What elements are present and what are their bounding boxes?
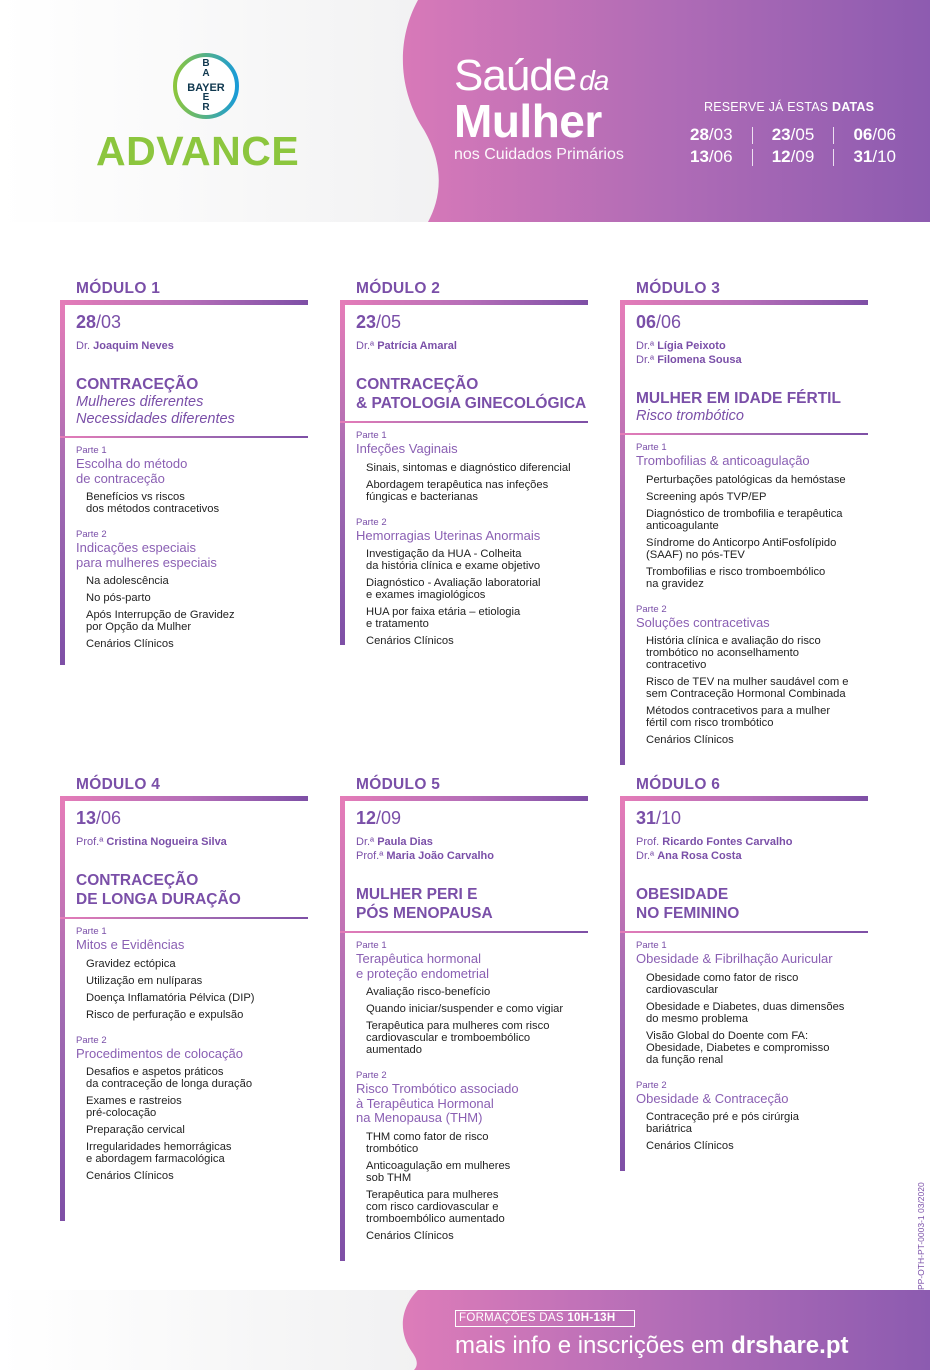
part-label: Parte 1 xyxy=(636,442,667,453)
list-item: Utilização em nulíparas xyxy=(86,974,203,987)
speaker-name: Ricardo Fontes Carvalho xyxy=(662,836,793,848)
module-6 xyxy=(620,776,868,1171)
speaker-title: Dr.ª xyxy=(356,836,375,848)
part-label: Parte 1 xyxy=(356,940,387,951)
list-item: Quando iniciar/suspender e como vigiar xyxy=(366,1003,564,1015)
part-items xyxy=(76,958,308,1021)
module-topic xyxy=(636,885,868,923)
header-date: 31/10 xyxy=(853,147,896,166)
list-item: Cenários Clínicos xyxy=(86,1170,174,1182)
list-item: Visão Global do Doente com FA: Obesidade, Diabetes e compromisso da função renal xyxy=(646,1029,830,1066)
speaker-name: Patrícia Amaral xyxy=(377,340,457,352)
part-items xyxy=(76,575,308,650)
part-title: Escolha do método de contraceção xyxy=(76,456,188,486)
module-date-month: /06 xyxy=(656,312,682,332)
module-content xyxy=(76,801,308,1187)
module-part xyxy=(356,940,588,1056)
part-items xyxy=(356,462,588,503)
header-date: 12/09 xyxy=(771,147,815,166)
part-title: Terapêutica hormonal e proteção endometrial xyxy=(356,951,489,981)
part-title: Procedimentos de colocação xyxy=(76,1045,243,1061)
list-item: Trombofilias e risco tromboembólico na gravidez xyxy=(646,565,826,590)
list-item: Irregularidades hemorrágicas e abordagem farmacológica xyxy=(86,1141,232,1165)
module-topic xyxy=(76,375,308,428)
part-title: Trombofilias & anticoagulação xyxy=(636,453,810,468)
module-side-bar xyxy=(340,801,345,1261)
topic-title-line: NO FEMININO xyxy=(636,905,740,922)
part-items xyxy=(356,1131,588,1242)
speaker-title: Dr.ª xyxy=(636,340,655,352)
list-item: Doença Inflamatória Pélvica (DIP) xyxy=(86,991,255,1004)
module-content xyxy=(76,305,308,655)
part-label: Parte 2 xyxy=(636,603,667,615)
header-date: 13/06 xyxy=(690,147,733,166)
speaker xyxy=(356,849,588,863)
module-date-month: /09 xyxy=(376,808,402,828)
module-2 xyxy=(340,280,588,645)
list-item: No pós-parto xyxy=(86,592,151,604)
speaker-title: Dr.ª xyxy=(636,850,655,862)
part-title: Obesidade & Contraceção xyxy=(636,1090,789,1106)
list-item: Cenários Clínicos xyxy=(366,635,454,647)
list-item: Risco de TEV na mulher saudável com e sem Contraceção Hormonal Combinada xyxy=(646,676,849,700)
module-side-bar xyxy=(620,801,625,1171)
svg-text:B: B xyxy=(202,58,210,69)
speaker-name: Cristina Nogueira Silva xyxy=(106,836,227,848)
list-item: Preparação cervical xyxy=(86,1124,185,1136)
topic-subtitle-line: Mulheres diferentes xyxy=(76,394,204,410)
part-label: Parte 2 xyxy=(356,516,387,528)
speakers xyxy=(76,339,308,353)
speaker-title: Dr. xyxy=(76,340,91,352)
dates-grid xyxy=(690,124,896,168)
module-part xyxy=(636,604,868,747)
module-title: MÓDULO 1 xyxy=(76,280,161,297)
module-content xyxy=(356,801,588,1247)
speaker-title: Prof. xyxy=(636,836,660,848)
module-date-day: 23 xyxy=(356,312,377,332)
module-date xyxy=(636,311,868,333)
topic-title-line: & PATOLOGIA GINECOLÓGICA xyxy=(356,395,587,412)
topic-subtitle-line: Risco trombótico xyxy=(636,408,744,424)
module-4 xyxy=(60,776,308,1221)
speaker xyxy=(76,835,308,849)
module-date-month: /05 xyxy=(376,312,402,332)
speaker-name: Filomena Sousa xyxy=(657,354,742,366)
list-item: Na adolescência xyxy=(86,575,169,587)
module-date-day: 28 xyxy=(76,312,97,332)
module-part xyxy=(76,1035,308,1183)
module-title: MÓDULO 6 xyxy=(636,776,721,793)
part-items xyxy=(76,491,308,515)
speaker-title: Dr.ª xyxy=(356,340,375,352)
speaker xyxy=(636,835,868,849)
list-item: Risco de perfuração e expulsão xyxy=(86,1008,244,1021)
list-item: Métodos contracetivos para a mulher fértil com risco trombótico xyxy=(646,705,831,729)
speaker xyxy=(636,353,868,367)
module-date-month: /10 xyxy=(656,808,682,828)
topic-divider xyxy=(60,917,308,919)
bayer-logo xyxy=(172,52,240,120)
part-title: Indicações especiais para mulheres especiais xyxy=(76,540,217,570)
part-items xyxy=(636,635,868,746)
part-items xyxy=(636,1111,868,1152)
module-part xyxy=(356,517,588,648)
part-items xyxy=(636,474,868,590)
part-label: Parte 1 xyxy=(356,430,387,441)
topic-title-line: MULHER PERI E xyxy=(356,886,478,903)
topic-title-line: MULHER EM IDADE FÉRTIL xyxy=(636,390,841,407)
list-item: Benefícios vs riscos dos métodos contracetivos xyxy=(86,491,220,515)
list-item: HUA por faixa etária – etiologia e tratamento xyxy=(366,606,521,630)
topic-title-line: CONTRACEÇÃO xyxy=(356,376,479,393)
module-topic xyxy=(356,375,588,413)
speaker-title: Prof.ª xyxy=(356,850,384,862)
list-item: Terapêutica para mulheres com risco cardiovascular e tromboembólico aumentado xyxy=(366,1020,550,1056)
module-date xyxy=(76,311,308,333)
module-part xyxy=(76,529,308,650)
list-item: Após Interrupção de Gravidez por Opção da Mulher xyxy=(86,609,235,633)
speaker xyxy=(76,339,308,353)
speakers xyxy=(636,339,868,367)
more-info-text: mais info e inscrições em drshare.pt xyxy=(455,1332,849,1359)
list-item: Sinais, sintomas e diagnóstico diferencial xyxy=(366,461,571,474)
part-label: Parte 2 xyxy=(636,1079,667,1091)
module-date-day: 13 xyxy=(76,808,97,828)
part-title: Risco Trombótico associado à Terapêutica Hormonal na Menopausa (THM) xyxy=(356,1081,519,1125)
list-item: Exames e rastreios pré-colocação xyxy=(86,1095,182,1119)
part-title: Mitos e Evidências xyxy=(76,937,185,952)
speaker-title: Prof.ª xyxy=(76,836,104,848)
module-date xyxy=(636,807,868,829)
module-date xyxy=(356,807,588,829)
list-item: Obesidade como fator de risco cardiovascular xyxy=(646,971,799,996)
speaker-name: Paula Dias xyxy=(377,836,433,848)
part-label: Parte 1 xyxy=(636,940,667,951)
list-item: Perturbações patológicas da hemóstase xyxy=(646,473,846,486)
speaker-name: Maria João Carvalho xyxy=(386,850,494,862)
speaker-name: Ana Rosa Costa xyxy=(657,850,742,862)
speaker-title: Dr.ª xyxy=(636,354,655,366)
module-topic xyxy=(636,389,868,425)
module-part xyxy=(76,445,308,515)
module-content xyxy=(356,305,588,652)
date-divider xyxy=(833,127,834,144)
module-date-day: 31 xyxy=(636,808,657,828)
list-item: Gravidez ectópica xyxy=(86,957,176,970)
module-date-month: /06 xyxy=(96,808,122,828)
module-part xyxy=(636,1080,868,1153)
module-side-bar xyxy=(340,305,345,645)
part-label: Parte 2 xyxy=(356,1070,387,1081)
module-title: MÓDULO 5 xyxy=(356,776,441,793)
list-item: História clínica e avaliação do risco trombótico no aconselhamento contracetivo xyxy=(646,635,821,671)
module-side-bar xyxy=(60,801,65,1221)
module-1 xyxy=(60,280,308,665)
list-item: Avaliação risco-benefício xyxy=(366,986,491,998)
module-part xyxy=(76,926,308,1021)
topic-title-line: CONTRACEÇÃO xyxy=(76,376,199,393)
event-subtitle: nos Cuidados Primários xyxy=(454,146,624,163)
document-code: PP-OTH-PT-0003-1 03/2020 xyxy=(916,1182,926,1290)
part-title: Infeções Vaginais xyxy=(356,441,458,456)
module-title: MÓDULO 3 xyxy=(636,280,721,297)
list-item: Cenários Clínicos xyxy=(86,638,174,650)
module-part xyxy=(356,430,588,503)
speakers xyxy=(76,835,308,849)
module-content xyxy=(636,801,868,1157)
topic-title-line: OBESIDADE xyxy=(636,886,729,903)
speaker xyxy=(636,849,868,863)
svg-text:BAYER: BAYER xyxy=(187,82,225,94)
list-item: Cenários Clínicos xyxy=(646,734,734,746)
module-title: MÓDULO 2 xyxy=(356,280,441,297)
topic-divider xyxy=(620,931,868,933)
speaker xyxy=(636,339,868,353)
module-date xyxy=(356,311,588,333)
speaker xyxy=(356,835,588,849)
module-5 xyxy=(340,776,588,1261)
part-label: Parte 2 xyxy=(76,529,107,540)
topic-divider xyxy=(340,421,588,423)
dates-row xyxy=(690,146,896,168)
event-title-line2: Mulher xyxy=(454,95,602,147)
part-label: Parte 1 xyxy=(76,445,107,456)
module-part xyxy=(636,940,868,1066)
header-date: 28/03 xyxy=(690,125,733,144)
header-banner xyxy=(0,0,930,222)
list-item: Anticoagulação em mulheres sob THM xyxy=(366,1159,511,1184)
footer-banner xyxy=(0,1290,930,1370)
module-title: MÓDULO 4 xyxy=(76,776,161,793)
list-item: Obesidade e Diabetes, duas dimensões do mesmo problema xyxy=(646,1000,845,1025)
reserve-dates-label: RESERVE JÁ ESTAS DATAS xyxy=(704,100,875,114)
module-date xyxy=(76,807,308,829)
topic-title-line: PÓS MENOPAUSA xyxy=(356,905,493,922)
part-items xyxy=(636,972,868,1066)
module-part xyxy=(636,442,868,590)
part-title: Obesidade & Fibrilhação Auricular xyxy=(636,951,833,966)
speakers xyxy=(356,835,588,863)
website-link[interactable]: drshare.pt xyxy=(731,1332,849,1359)
speaker xyxy=(356,339,588,353)
part-items xyxy=(356,548,588,647)
module-topic xyxy=(356,885,588,923)
list-item: Desafios e aspetos práticos da contraceção de longa duração xyxy=(86,1066,253,1090)
part-title: Hemorragias Uterinas Anormais xyxy=(356,527,541,543)
part-label: Parte 2 xyxy=(76,1034,107,1046)
dates-row xyxy=(690,124,896,146)
module-date-month: /03 xyxy=(96,312,122,332)
module-side-bar xyxy=(60,305,65,665)
module-3 xyxy=(620,280,868,765)
list-item: Diagnóstico de trombofilia e terapêutica anticoagulante xyxy=(646,507,843,532)
advance-logo-text: ADVANCE xyxy=(96,128,300,174)
event-title-line1: Saúde da xyxy=(454,51,609,100)
date-divider xyxy=(833,149,834,166)
list-item: THM como fator de risco trombótico xyxy=(366,1130,489,1155)
header-date: 23/05 xyxy=(771,125,815,144)
list-item: Síndrome do Anticorpo AntiFosfolípido (SAAF) no pós-TEV xyxy=(646,536,837,561)
header-date: 06/06 xyxy=(853,125,896,144)
svg-text:A: A xyxy=(202,68,210,79)
topic-divider xyxy=(60,436,308,438)
module-date-day: 06 xyxy=(636,312,657,332)
module-topic xyxy=(76,871,308,909)
module-side-bar xyxy=(620,305,625,765)
part-items xyxy=(76,1066,308,1182)
module-content xyxy=(636,305,868,751)
topic-divider xyxy=(620,433,868,435)
part-label: Parte 1 xyxy=(76,926,107,937)
topic-subtitle-line: Necessidades diferentes xyxy=(76,411,235,427)
list-item: Cenários Clínicos xyxy=(366,1229,454,1242)
speakers xyxy=(636,835,868,863)
svg-text:E: E xyxy=(202,92,210,103)
list-item: Cenários Clínicos xyxy=(646,1140,734,1152)
part-title: Soluções contracetivas xyxy=(636,614,770,630)
topic-divider xyxy=(340,931,588,933)
list-item: Contraceção pré e pós cirúrgia bariátrica xyxy=(646,1111,799,1135)
speaker-name: Lígia Peixoto xyxy=(657,340,726,352)
part-items xyxy=(356,986,588,1056)
list-item: Screening após TVP/EP xyxy=(646,490,767,503)
speaker-name: Joaquim Neves xyxy=(93,340,174,352)
topic-title-line: CONTRACEÇÃO xyxy=(76,872,199,889)
module-part xyxy=(356,1070,588,1242)
speakers xyxy=(356,339,588,353)
list-item: Investigação da HUA - Colheita da história clínica e exame objetivo xyxy=(366,548,541,572)
date-divider xyxy=(752,149,753,166)
list-item: Diagnóstico - Avaliação laboratorial e exames imagiológicos xyxy=(366,577,541,601)
module-date-day: 12 xyxy=(356,808,377,828)
date-divider xyxy=(752,127,753,144)
list-item: Abordagem terapêutica nas infeções fúngicas e bacterianas xyxy=(366,478,549,503)
session-hours-box: FORMAÇÕES DAS 10H-13H xyxy=(455,1310,635,1327)
topic-title-line: DE LONGA DURAÇÃO xyxy=(76,891,241,908)
svg-text:R: R xyxy=(202,102,210,113)
list-item: Terapêutica para mulheres com risco cardiovascular e tromboembólico aumentado xyxy=(366,1188,505,1225)
